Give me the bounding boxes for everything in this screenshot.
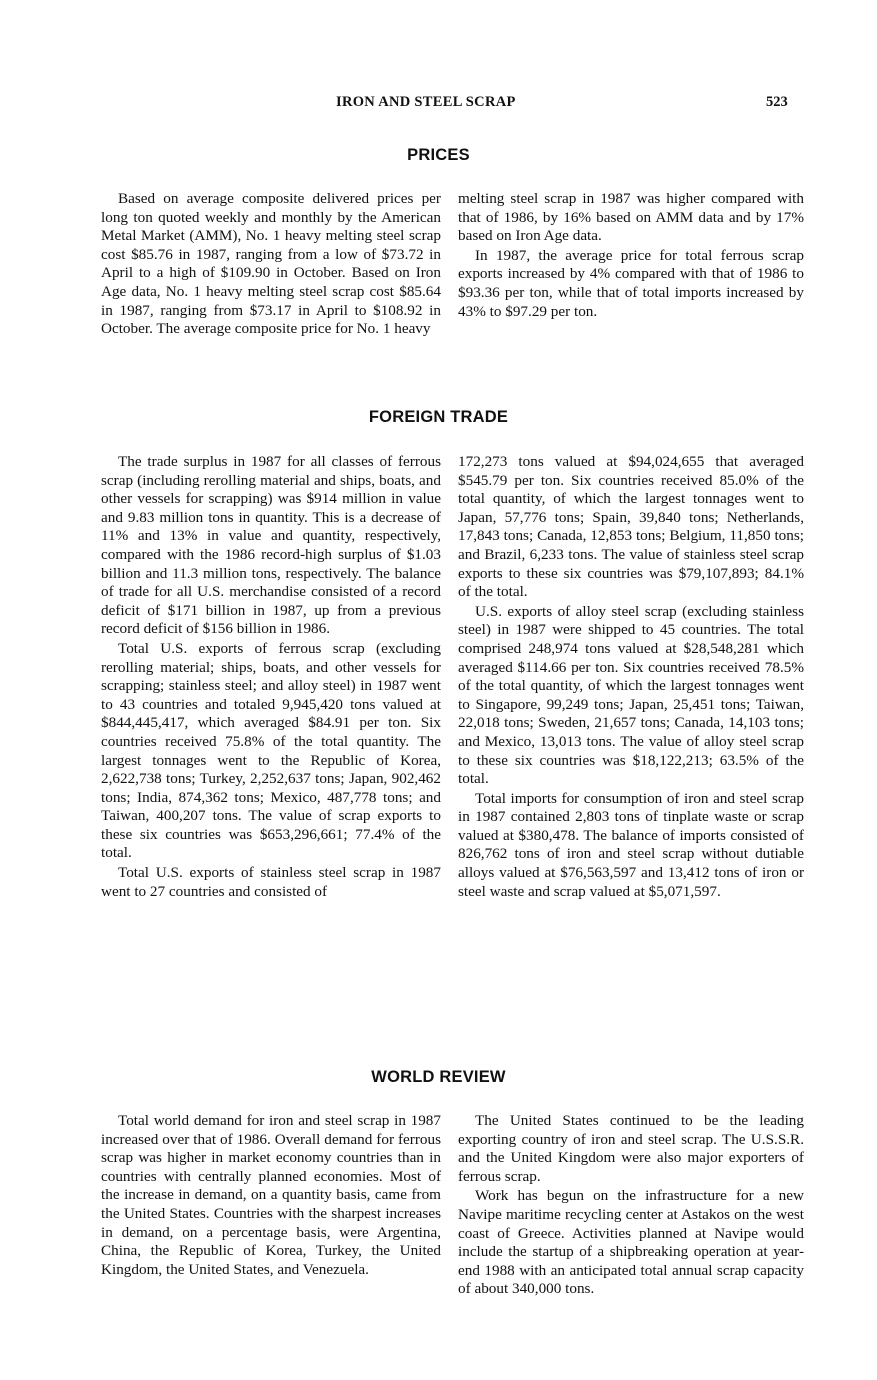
- paragraph: The trade surplus in 1987 for all classes of ferrous scrap (including rerolling material and ships, boats, and other vessels for scrapping) was $914 million in value and 9.83 million tons in quantity. This is a decrease of 11% and 13% in value and quantity, respectively, compared with the 1986 record-high surplus of $1.03 billion and 11.3 million tons, respectively. The balance of trade for all U.S. merchandise consisted of a record deficit of $171 billion in 1987, up from a previous record deficit of $156 billion in 1986.: [101, 453, 441, 638]
- page-number: 523: [766, 94, 788, 110]
- paragraph: The United States continued to be the leading exporting country of iron and steel scrap. The U.S.S.R. and the United Kingdom were also major exporters of ferrous scrap.: [458, 1112, 804, 1185]
- running-title: IRON AND STEEL SCRAP: [336, 94, 516, 110]
- world-review-heading: WORLD REVIEW: [371, 1068, 506, 1086]
- prices-heading: PRICES: [407, 146, 470, 164]
- world-review-left-column: [101, 1112, 441, 1279]
- paragraph: Total imports for consumption of iron and steel scrap in 1987 contained 2,803 tons of tinplate waste or scrap valued at $380,478. The balance of imports consisted of 826,762 tons of iron and steel scrap without dutiable alloys valued at $76,563,597 and 13,412 tons of iron or steel waste and scrap valued at $5,071,597.: [458, 789, 804, 900]
- foreign-trade-heading: FOREIGN TRADE: [368, 408, 509, 426]
- foreign-trade-right-column: [458, 453, 804, 901]
- foreign-trade-left-column: [101, 453, 441, 901]
- running-header: [0, 94, 877, 116]
- paragraph: 172,273 tons valued at $94,024,655 that averaged $545.79 per ton. Six countries received 85.0% of the total quantity, of which the largest tonnages went to Japan, 57,776 tons; Spain, 39,840 tons; Netherlands, 17,843 tons; Canada, 12,853 tons; Belgium, 11,850 tons; and Brazil, 6,233 tons. The value of stainless steel scrap exports to these six countries was $79,107,893; 84.1% of the total.: [458, 453, 804, 601]
- paragraph: Total world demand for iron and steel scrap in 1987 increased over that of 1986. Overall demand for ferrous scrap was higher in market economy countries than in countries with centrally planned economies. Most of the increase in demand, on a quantity basis, came from the United States. Countries with the sharpest increases in demand, on a percentage basis, were Argentina, China, the Republic of Korea, Turkey, the United Kingdom, the United States, and Venezuela.: [101, 1112, 441, 1278]
- paragraph: Based on average composite delivered prices per long ton quoted weekly and monthly by the American Metal Market (AMM), No. 1 heavy melting steel scrap cost $85.76 in 1987, ranging from a low of $73.72 in April to a high of $109.90 in October. Based on Iron Age data, No. 1 heavy melting steel scrap cost $85.64 in 1987, ranging from $73.17 in April to $108.92 in October. The average composite price for No. 1 heavy: [101, 190, 441, 338]
- prices-right-column: [458, 190, 804, 321]
- paragraph: Work has begun on the infrastructure for a new Navipe maritime recycling center at Astakos on the west coast of Greece. Activities planned at Navipe would include the startup of a shipbreaking operation at year-end 1988 with an anticipated total annual scrap capacity of about 340,000 tons.: [458, 1187, 804, 1298]
- paragraph: melting steel scrap in 1987 was higher compared with that of 1986, by 16% based on AMM data and by 17% based on Iron Age data.: [458, 190, 804, 245]
- paragraph: Total U.S. exports of ferrous scrap (excluding rerolling material; ships, boats, and other vessels for scrapping; stainless steel; and alloy steel) in 1987 went to 43 countries and totaled 9,945,420 tons valued at $844,445,417, which averaged $84.91 per ton. Six countries received 75.8% of the total quantity. The largest tonnages went to the Republic of Korea, 2,622,738 tons; Turkey, 2,252,637 tons; Japan, 902,462 tons; India, 874,362 tons; Mexico, 487,778 tons; and Taiwan, 400,207 tons. The value of scrap exports to these six countries was $653,296,661; 77.4% of the total.: [101, 639, 441, 862]
- world-review-right-column: [458, 1112, 804, 1299]
- paragraph: U.S. exports of alloy steel scrap (excluding stainless steel) in 1987 were shipped to 45 countries. The total comprised 248,974 tons valued at $28,548,281 which averaged $114.66 per ton. Six countries received 78.5% of the total quantity, of which the largest tonnages went to Singapore, 99,249 tons; Japan, 25,451 tons; Taiwan, 22,018 tons; Sweden, 21,657 tons; Canada, 14,103 tons; and Mexico, 13,013 tons. The value of alloy steel scrap to these six countries was $18,122,213; 63.5% of the total.: [458, 602, 804, 788]
- paragraph: In 1987, the average price for total ferrous scrap exports increased by 4% compared with that of 1986 to $93.36 per ton, while that of total imports increased by 43% to $97.29 per ton.: [458, 246, 804, 320]
- paragraph: Total U.S. exports of stainless steel scrap in 1987 went to 27 countries and consisted of: [101, 864, 441, 900]
- prices-left-column: [101, 190, 441, 339]
